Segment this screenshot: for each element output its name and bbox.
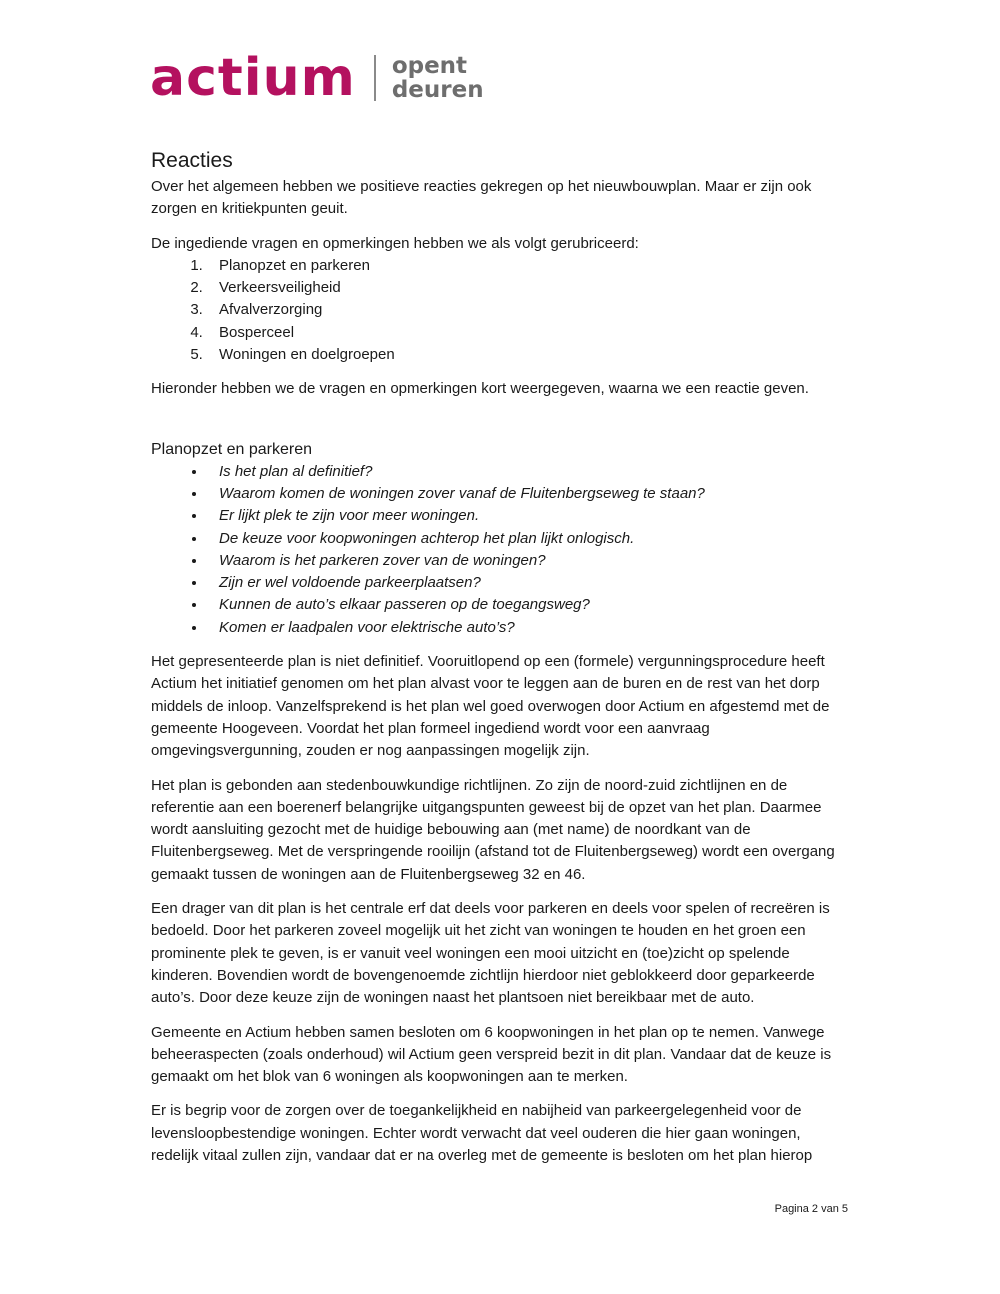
logo-tagline-line2: deuren	[391, 77, 484, 103]
categories-list	[151, 255, 851, 366]
category-item: 5. Woningen en doelgroepen	[207, 344, 851, 366]
question-item: • Waarom is het parkeren zover van de woningen?	[207, 550, 851, 572]
question-item: • Komen er laadpalen voor elektrische auto’s?	[207, 617, 851, 639]
document-body	[151, 146, 851, 1179]
summary-paragraph: Hieronder hebben we de vragen en opmerkingen kort weergegeven, waarna we een reactie geven.	[151, 380, 809, 398]
question-item: • Zijn er wel voldoende parkeerplaatsen?	[207, 572, 851, 594]
question-item: • De keuze voor koopwoningen achterop het plan lijkt onlogisch.	[207, 528, 851, 550]
category-item: 3. Afvalverzorging	[207, 299, 851, 321]
question-item: • Kunnen de auto’s elkaar passeren op de toegangsweg?	[207, 594, 851, 616]
page-number: Pagina 2 van 5	[774, 1203, 848, 1215]
question-item: • Is het plan al definitief?	[207, 461, 851, 483]
body-paragraph: Een drager van dit plan is het centrale erf dat deels voor parkeren en deels voor spelen of recreëren is bedoeld. Door het parkeren zoveel mogelijk uit het zicht van woningen te houden en het groen een prominente plek te geven, is er vanuit veel woningen een mooi uitzicht en (toe)zicht op spelende kinderen. Bovendien wordt de bovengenoemde zichtlijn hierdoor niet geblokkeerd door geparkeerde auto’s. Door deze keuze zijn de woningen naast het plantsoen niet bereikbaar met de auto.	[151, 900, 830, 1007]
body-paragraph: Het gepresenteerde plan is niet definitief. Vooruitlopend op een (formele) vergunningsprocedure heeft Actium het initiatief genomen om het plan alvast voor te leggen aan de buren en de rest van het dorp middels de inloop. Vanzelfsprekend is het plan wel goed overwogen door Actium en afgestemd met de gemeente Hoogeveen. Voordat het plan formeel ingediend wordt voor een aanvraag omgevingsvergunning, zouden er nog aanpassingen mogelijk zijn.	[151, 653, 830, 760]
category-item: 1. Planopzet en parkeren	[207, 255, 851, 277]
logo-tagline	[392, 54, 484, 102]
actium-logo	[150, 50, 484, 106]
logo-tagline-line1: opent	[391, 53, 468, 79]
intro-paragraph: Over het algemeen hebben we positieve reacties gekregen op het nieuwbouwplan. Maar er zijn ook zorgen en kritiekpunten geuit.	[151, 178, 812, 218]
questions-list	[151, 461, 851, 639]
section-spacer	[151, 413, 851, 439]
categories-intro: De ingediende vragen en opmerkingen hebben we als volgt gerubriceerd:	[151, 234, 639, 252]
question-item: • Er lijkt plek te zijn voor meer woningen.	[207, 505, 851, 527]
body-paragraph: Er is begrip voor de zorgen over de toegankelijkheid en nabijheid van parkeergelegenheid voor de levensloopbestendige woningen. Echter wordt verwacht dat veel ouderen die hier gaan woningen, redelijk vitaal zullen zijn, vandaar dat er na overleg met de gemeente is besloten om het plan hierop	[151, 1102, 813, 1164]
section-heading-reacties: Reacties	[151, 149, 233, 172]
section-heading-planopzet: Planopzet en parkeren	[151, 440, 312, 458]
logo-wordmark: actium	[150, 48, 356, 108]
logo-divider	[374, 55, 376, 101]
body-paragraph: Gemeente en Actium hebben samen besloten om 6 koopwoningen in het plan op te nemen. Vanwege beheeraspecten (zoals onderhoud) wil Actium geen verspreid bezit in dit plan. Vandaar dat de keuze is gemaakt om het blok van 6 woningen als koopwoningen aan te merken.	[151, 1023, 832, 1086]
category-item: 4. Bosperceel	[207, 322, 851, 344]
body-paragraph: Het plan is gebonden aan stedenbouwkundige richtlijnen. Zo zijn de noord-zuid zichtlijnen en de referentie aan een boerenerf belangrijke uitgangspunten geweest bij de opzet van het plan. Daarmee wordt aansluiting gezocht met de huidige bebouwing aan (met name) de noordkant van de Fluitenbergseweg. Met de verspringende rooilijn (afstand tot de Fluitenbergseweg) wordt een overgang gemaakt tussen de woningen aan de Fluitenbergseweg 32 en 46.	[151, 776, 835, 883]
category-item: 2. Verkeersveiligheid	[207, 277, 851, 299]
question-item: • Waarom komen de woningen zover vanaf de Fluitenbergseweg te staan?	[207, 483, 851, 505]
